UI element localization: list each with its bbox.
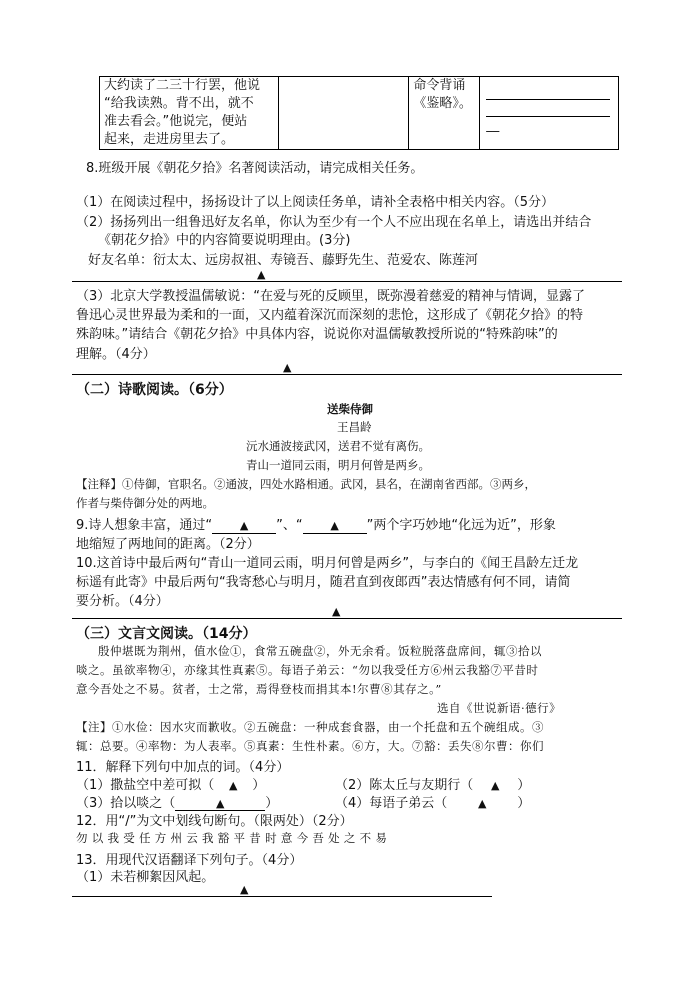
q12-sentence[interactable]: 勿 以 我 受 任 方 州 云 我 豁 平 昔 时 意 今 吾 处 之 不 易 [76,831,388,845]
close-paren: ） [252,778,266,793]
q10-line1: 10.这首诗中最后两句“青山一道同云雨，明月何曾是两乡”，与李白的《闻王昌龄左迁龙 [76,556,579,571]
q12-stem: 12．用“/”为文中划线句断句。（限两处）（2分） [76,814,353,829]
classical-note-line1: 【注】①水俭：因水灾而歉收。②五碗盘：一种成套食器，由一个托盘和五个碗组成。③ [76,720,544,734]
q8-sub2-line2: 《朝花夕拾》中的内容简要说明理由。(3分) [98,233,351,248]
q13-item1: （1）未若柳絮因风起。 [76,870,215,885]
q9-text-c: ”两个字巧妙地“化远为近”，形象 [366,518,556,533]
q11-item4 [335,792,530,811]
q10-line2: 标遥有此寄》中最后两句“我寄愁心与明月，随君直到夜郎西”表达情感有何不同，请简 [76,575,571,590]
classical-text-line1: 殷仲堪既为荆州，值水俭①，食常五碗盘②，外无余肴。饭粒脱落盘席间，辄③拾以 [98,644,542,658]
classical-note-line2: 辄：总要。④率物：为人表率。⑤真素：生性朴素。⑥方，大。⑦豁：丢失⑧尔曹：你们 [76,739,544,753]
q11-item3-text: （3）拾以啖之（ [76,796,176,811]
answer-line[interactable] [72,374,622,375]
q11-item3 [76,792,278,811]
poem-note-line2: 作者与柴侍御分处的两地。 [76,496,214,510]
q13-stem: 13．用现代汉语翻译下列句子。（4分） [76,853,303,868]
q9-text-b: ”、“ [276,518,303,533]
q8-sub1: （1）在阅读过程中，扬扬设计了以上阅读任务单，请补全表格中相关内容。（5分） [76,195,555,210]
q8-sub3-line4: 理解。（4分） [76,347,156,362]
poem-title: 送柴侍御 [327,402,373,416]
q11-item4-text: （4）每语子弟云（ [335,796,448,811]
close-paren: ） [265,796,279,811]
q8-sub3-line1: （3）北京大学教授温儒敏说：“在爱与死的反顾里，既弥漫着慈爱的精神与情调，显露了 [76,289,586,304]
table-cell-answer[interactable] [480,77,619,150]
answer-triangle-icon[interactable]: ▲ [478,797,487,810]
answer-triangle-icon: ▲ [239,519,249,532]
text-source: 选自《世说新语·德行》 [437,701,562,715]
friend-list: 好友名单：衍太太、远房叔祖、寿镜吾、藤野先生、范爱农、陈莲河 [88,253,479,268]
poem-note-line1: 【注释】①侍御，官职名。②通波，四处水路相通。武冈，县名，在湖南省西部。③两乡， [76,477,536,491]
answer-triangle-icon: ▲ [240,883,249,896]
table-cell-empty [278,77,409,150]
answer-blank-line[interactable] [486,102,610,117]
q11-item1-text: （1）撒盐空中差可拟（ [76,778,215,793]
q11-item2 [335,774,530,793]
q8-sub3-line2: 鲁迅心灵世界最为柔和的一面，又内蕴着深沉而深刻的悲怆，这形成了《朝花夕拾》的特 [76,308,584,323]
answer-triangle-icon[interactable]: ▲ [229,779,238,792]
table-cell-line: 《鉴略》。 [413,96,472,111]
answer-line[interactable] [72,896,492,897]
q10-line3: 要分析。（4分） [76,594,169,609]
close-paren: ） [517,796,531,811]
table-cell-action [409,77,480,150]
section3-heading: （三）文言文阅读。（14分） [76,626,257,642]
answer-line[interactable] [72,281,622,282]
answer-blank-line[interactable] [486,85,610,100]
answer-triangle-icon: ▲ [257,268,266,281]
poem-line2: 青山一道同云雨，明月何曾是两乡。 [246,458,430,472]
poem-line1: 沅水通波接武冈，送君不觉有离伤。 [246,439,430,453]
q9-line2: 地缩短了两地间的距离。（2分） [76,537,260,552]
q8-sub2-line1: （2）扬扬列出一组鲁迅好友名单，你认为至少有一个人不应出现在名单上，请选出并结合 [76,215,592,230]
classical-text-line2: 啖之。虽欲率物④，亦缘其性真素⑤。每语子弟云：“勿以我受任方⑥州云我豁⑦平昔时 [76,663,539,677]
q9-line1 [76,514,556,534]
table-cell-line: “给我读熟。背不出，就不 [104,96,254,111]
task-table [99,76,619,150]
section2-heading: （二）诗歌阅读。（6分） [76,382,233,398]
q8-sub3-line3: 殊韵味。”请结合《朝花夕拾》中具体内容，说说你对温儒敏教授所说的“特殊韵味”的 [76,327,558,342]
q11-stem: 11．解释下列句中加点的词。（4分） [76,760,290,775]
poem-author: 王昌龄 [337,420,372,434]
answer-triangle-icon: ▲ [283,361,292,374]
answer-triangle-icon: ▲ [332,605,341,618]
q9-text-a: 9.诗人想象丰富，通过“ [76,518,213,533]
table-cell-line: 起来，走进房里去了。 [104,132,235,147]
answer-triangle-icon: ▲ [330,519,339,532]
table-cell-line: 准去看会。”他说完，便站 [104,114,248,129]
table-cell-line: 命令背诵 [413,78,466,93]
q11-item2-text: （2）陈太丘与友期行（ [335,778,474,793]
q11-item1 [76,774,265,793]
table-cell-line: 大约读了二三十行罢，他说 [104,78,261,93]
answer-line[interactable] [72,618,622,619]
classical-text-line3: 意今吾处之不易。贫者，士之常，焉得登枝而捐其本!尔曹⑧其存之。” [76,682,442,696]
table-cell-text [100,77,279,150]
q8-stem: 8.班级开展《朝花夕拾》名著阅读活动，请完成相关任务。 [86,161,424,176]
q9-blank-1[interactable] [212,518,276,534]
q9-blank-2[interactable] [303,518,367,534]
close-paren: ） [517,778,531,793]
answer-triangle-icon[interactable]: ▲ [491,779,500,792]
answer-blank-tail: __ [486,118,500,133]
answer-triangle-icon[interactable]: ▲ [175,797,265,811]
